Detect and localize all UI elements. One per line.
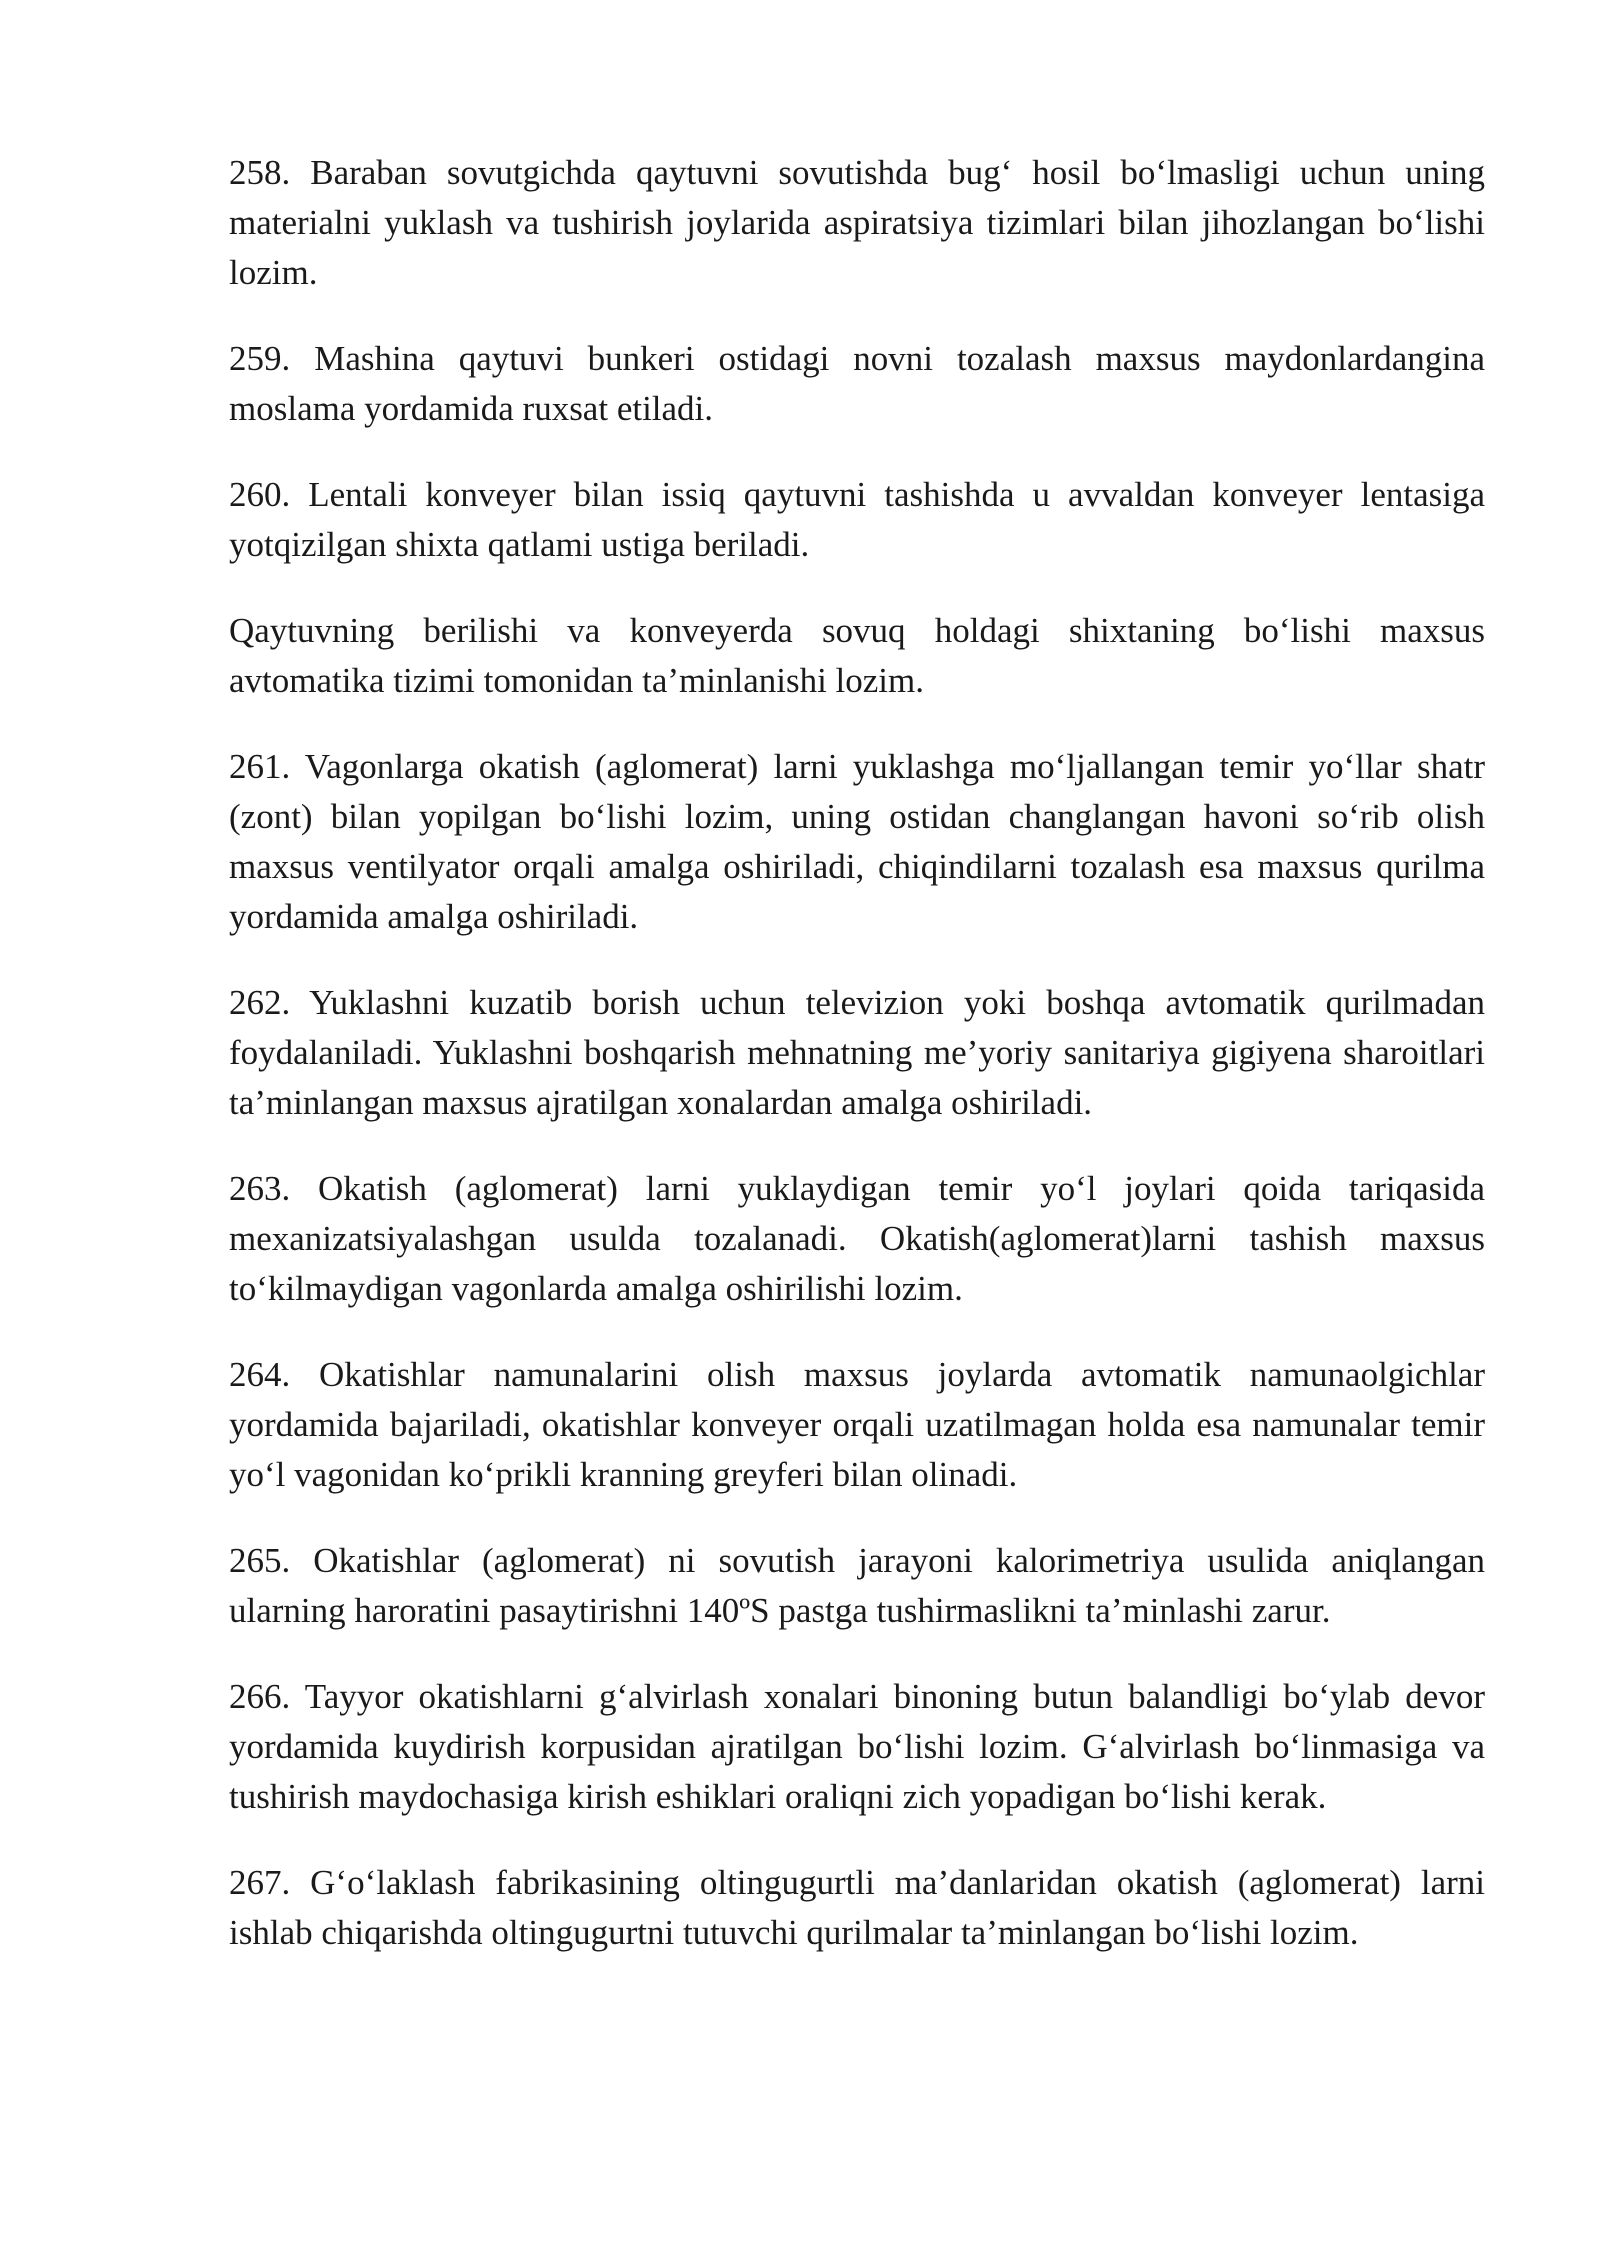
- paragraph-266: 266. Tayyor okatishlarni g‘alvirlash xonalari binoning butun balandligi bo‘ylab devor yordamida kuydirish korpusidan ajratilgan bo‘lishi lozim. G‘alvirlash bo‘linmasiga va tushirish maydochasiga kirish eshiklari oraliqni zich yopadigan bo‘lishi kerak.: [229, 1677, 1485, 1816]
- paragraph-259: 259. Mashina qaytuvi bunkeri ostidagi novni tozalash maxsus maydonlardangina moslama yordamida ruxsat etiladi.: [229, 339, 1485, 428]
- paragraph-258: 258. Baraban sovutgichda qaytuvni sovutishda bug‘ hosil bo‘lmasligi uchun uning materialni yuklash va tushirish joylarida aspiratsiya tizimlari bilan jihozlangan bo‘lishi lozim.: [229, 153, 1485, 292]
- paragraph-261: 261. Vagonlarga okatish (aglomerat) larni yuklashga mo‘ljallangan temir yo‘llar shatr (zont) bilan yopilgan bo‘lishi lozim, uning ostidan changlangan havoni so‘rib olish maxsus ventilyator orqali amalga oshiriladi, chiqindilarni tozalash esa maxsus qurilma yordamida amalga oshiriladi.: [229, 747, 1485, 936]
- paragraph-267: 267. G‘o‘laklash fabrikasining oltingugurtli ma’danlaridan okatish (aglomerat) larni ishlab chiqarishda oltingugurtni tutuvchi qurilmalar ta’minlangan bo‘lishi lozim.: [229, 1863, 1485, 1952]
- paragraph-260-continued: Qaytuvning berilishi va konveyerda sovuq holdagi shixtaning bo‘lishi maxsus avtomatika tizimi tomonidan ta’minlanishi lozim.: [229, 611, 1485, 700]
- document-page: [229, 148, 1485, 1994]
- paragraph-265: 265. Okatishlar (aglomerat) ni sovutish jarayoni kalorimetriya usulida aniqlangan ularning haroratini pasaytirishni 140ºS pastga tushirmaslikni ta’minlashi zarur.: [229, 1541, 1485, 1630]
- paragraph-264: 264. Okatishlar namunalarini olish maxsus joylarda avtomatik namunaolgichlar yordamida bajariladi, okatishlar konveyer orqali uzatilmagan holda esa namunalar temir yo‘l vagonidan ko‘prikli kranning greyferi bilan olinadi.: [229, 1355, 1485, 1494]
- paragraph-262: 262. Yuklashni kuzatib borish uchun televizion yoki boshqa avtomatik qurilmadan foydalaniladi. Yuklashni boshqarish mehnatning me’yoriy sanitariya gigiyena sharoitlari ta’minlangan maxsus ajratilgan xonalardan amalga oshiriladi.: [229, 983, 1485, 1122]
- paragraph-260: 260. Lentali konveyer bilan issiq qaytuvni tashishda u avvaldan konveyer lentasiga yotqizilgan shixta qatlami ustiga beriladi.: [229, 475, 1485, 564]
- paragraph-263: 263. Okatish (aglomerat) larni yuklaydigan temir yo‘l joylari qoida tariqasida mexanizatsiyalashgan usulda tozalanadi. Okatish(aglomerat)larni tashish maxsus to‘kilmaydigan vagonlarda amalga oshirilishi lozim.: [229, 1169, 1485, 1308]
